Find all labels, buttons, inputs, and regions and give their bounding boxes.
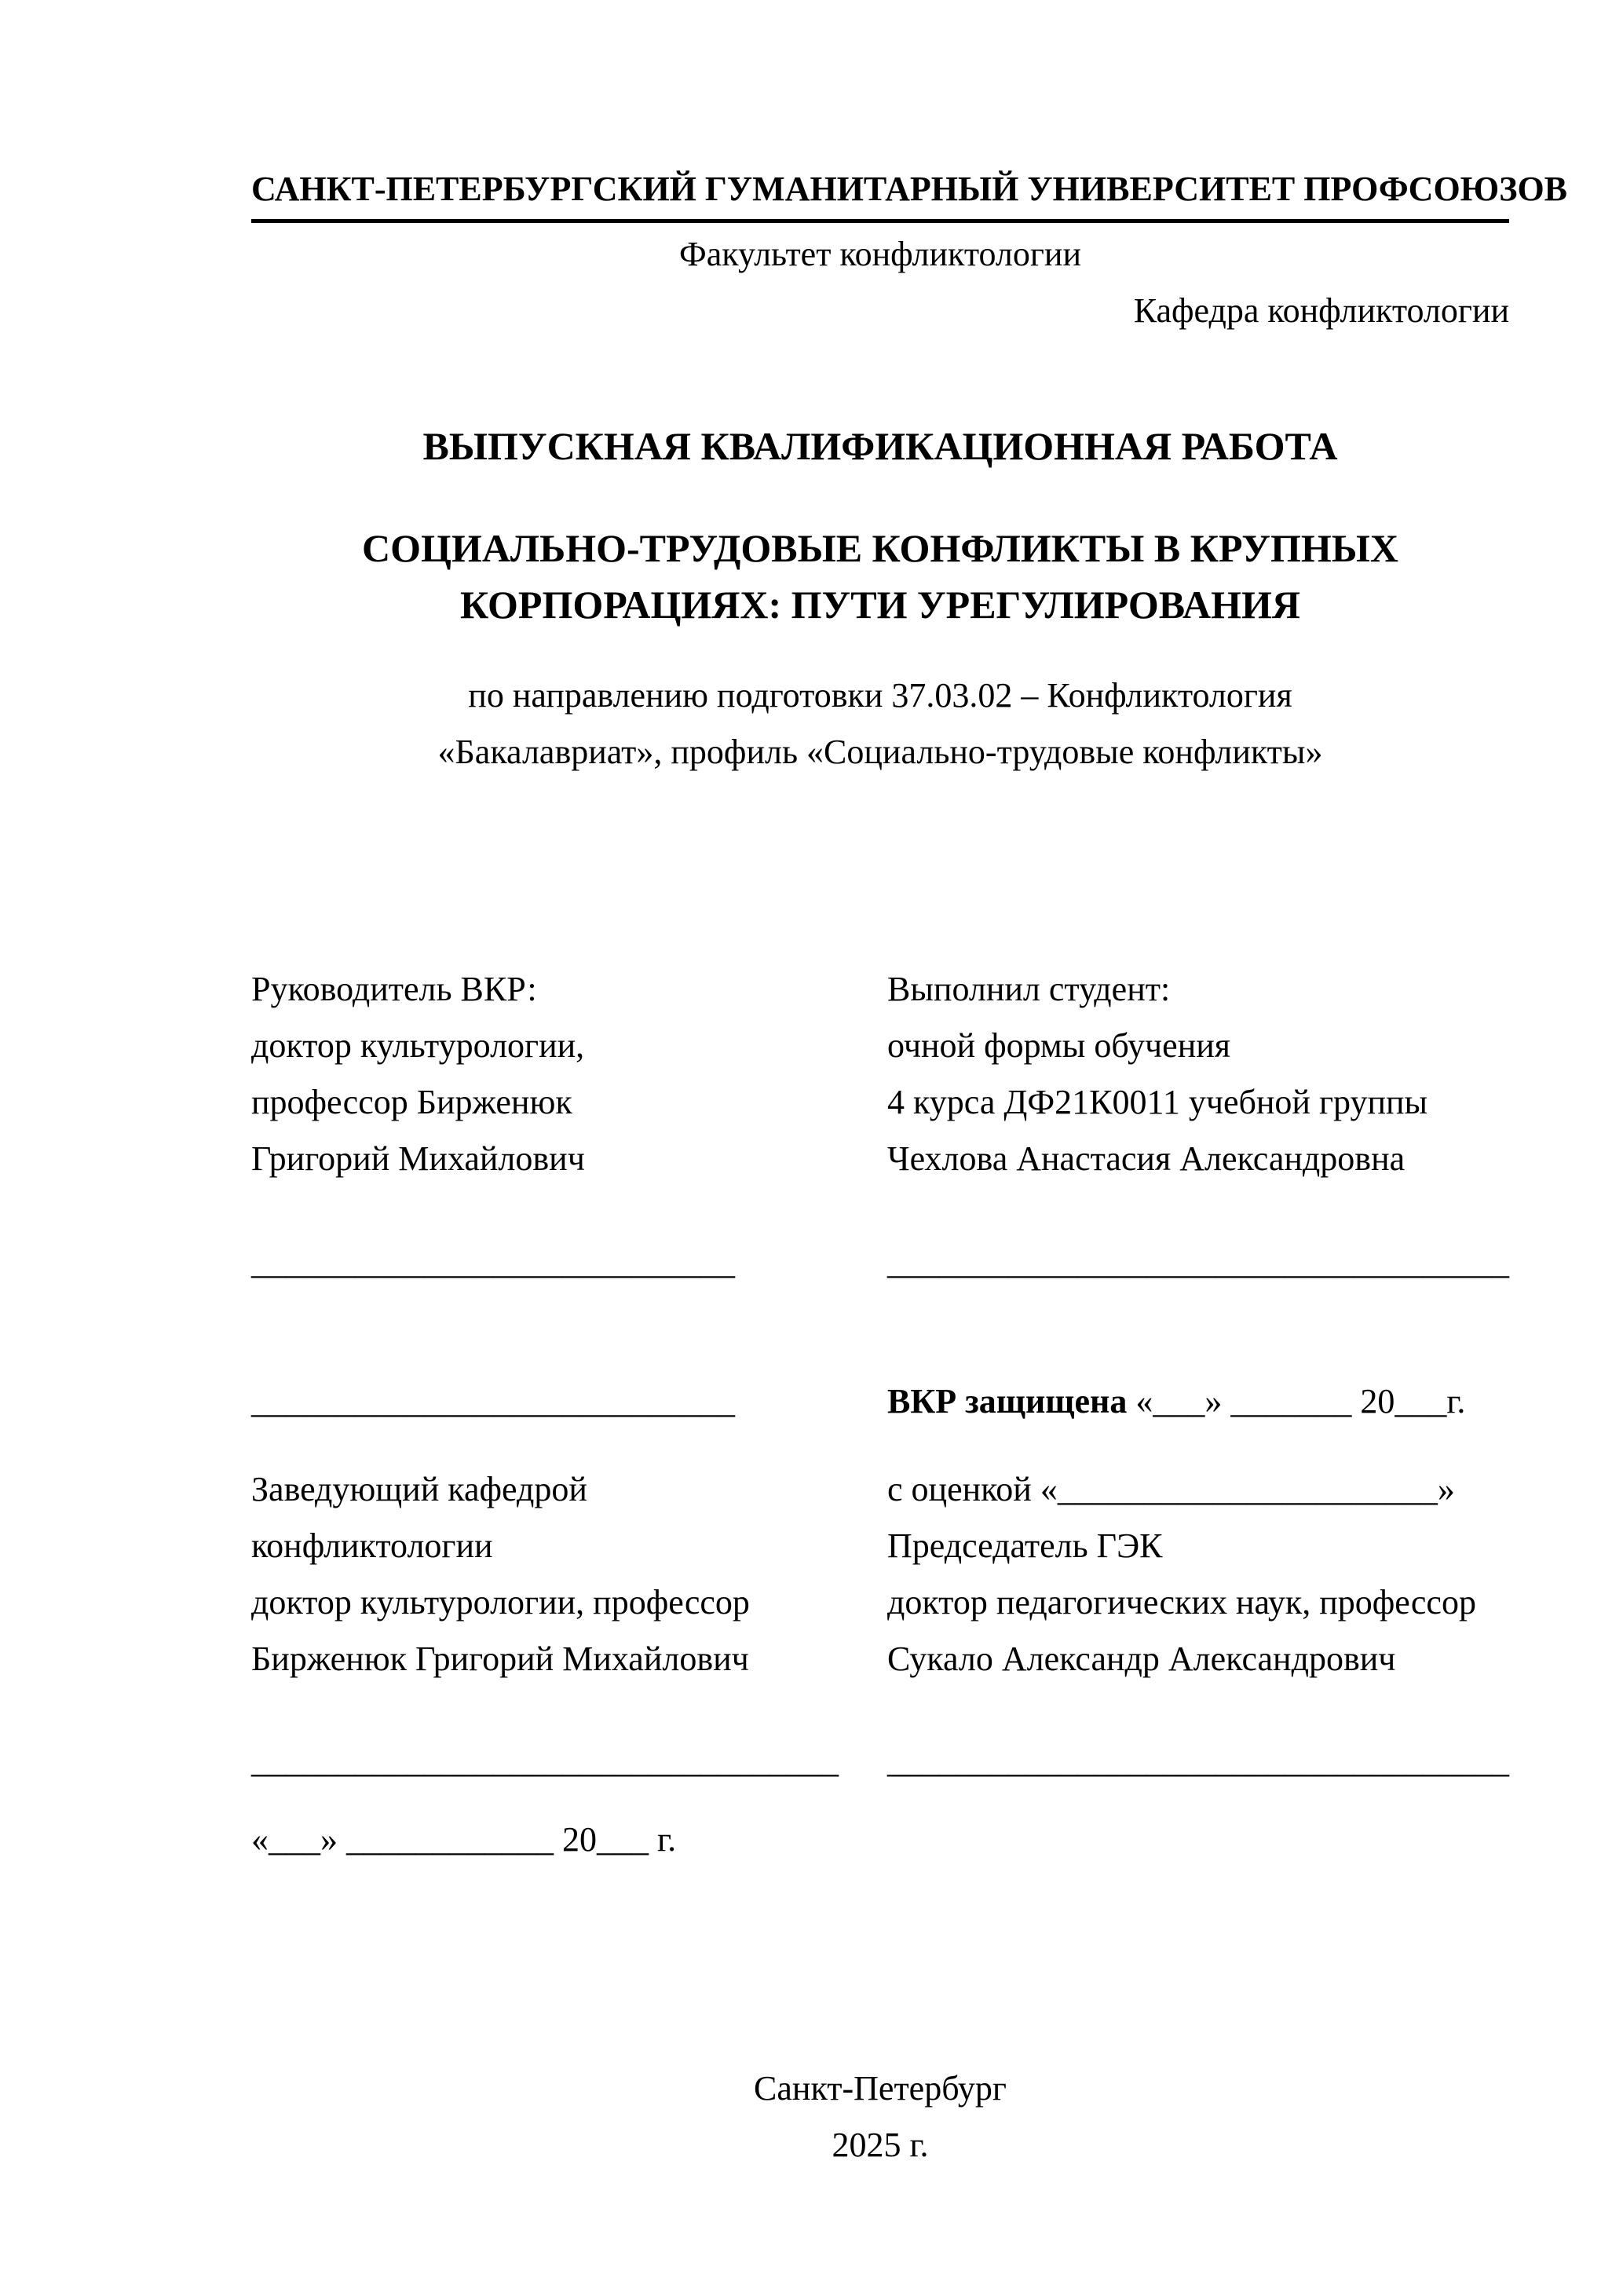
thesis-title: [251, 520, 1509, 633]
defense-statement-bold: ВКР защищена: [887, 1382, 1128, 1420]
head-signature-line-top: ____________________________: [251, 1382, 735, 1420]
chairman-label: Председатель ГЭК: [887, 1526, 1163, 1565]
chairman-signature-line: ____________________________________: [887, 1742, 1509, 1780]
student-group: 4 курса ДФ21К0011 учебной группы: [887, 1083, 1428, 1121]
signature-row-3: [251, 1733, 1509, 1790]
header-rule: [251, 219, 1509, 223]
head-date-line: «___» ____________ 20___ г.: [251, 1820, 677, 1859]
thesis-title-line1: СОЦИАЛЬНО-ТРУДОВЫЕ КОНФЛИКТЫ В КРУПНЫХ: [362, 526, 1398, 570]
department-name: Кафедра конфликтологии: [1133, 291, 1509, 330]
university-name: САНКТ-ПЕТЕРБУРГСКИЙ ГУМАНИТАРНЫЙ УНИВЕРСИТЕТ ПРОФСОЮЗОВ: [251, 170, 1568, 208]
supervisor-signature-line: ____________________________: [251, 1243, 735, 1281]
grade-line: с оценкой «______________________»: [887, 1470, 1455, 1508]
signatures-section: [251, 961, 1509, 1868]
supervisor-title: профессор Бирженюк: [251, 1083, 572, 1121]
supervisor-name: Григорий Михайлович: [251, 1139, 585, 1178]
program-info: [251, 667, 1509, 781]
work-type-heading: ВЫПУСКНАЯ КВАЛИФИКАЦИОННАЯ РАБОТА: [422, 424, 1338, 468]
chairman-name: Сукало Александр Александрович: [887, 1640, 1396, 1678]
student-label: Выполнил студент:: [887, 970, 1171, 1008]
head-label-line2: конфликтологии: [251, 1526, 493, 1565]
defense-statement-rest: «___» _______ 20___г.: [1127, 1382, 1466, 1420]
date-row: [251, 1812, 1509, 1868]
signature-row-2: [251, 1373, 1509, 1430]
supervisor-block: [251, 961, 887, 1187]
head-signature-line: __________________________________: [251, 1742, 839, 1780]
footer: [251, 2060, 1509, 2174]
chairman-block: [887, 1461, 1509, 1687]
head-degree: доктор культурологии, профессор: [251, 1583, 750, 1621]
supervisor-label: Руководитель ВКР:: [251, 970, 537, 1008]
footer-year: 2025 г.: [832, 2126, 929, 2164]
student-name: Чехлова Анастасия Александровна: [887, 1139, 1406, 1178]
supervisor-degree: доктор культурологии,: [251, 1026, 585, 1065]
footer-city: Санкт-Петербург: [754, 2069, 1007, 2108]
people-row: [251, 961, 1509, 1187]
head-label-line1: Заведующий кафедрой: [251, 1470, 587, 1508]
head-of-department-block: [251, 1461, 887, 1687]
program-direction: по направлению подготовки 37.03.02 – Конфликтология: [468, 676, 1292, 715]
defense-statement: [887, 1373, 1509, 1430]
student-signature-line: ____________________________________: [887, 1243, 1509, 1281]
signature-row-1: [251, 1234, 1509, 1291]
student-block: [887, 961, 1509, 1187]
page-content: [251, 161, 1568, 2174]
chairman-degree: доктор педагогических наук, профессор: [887, 1583, 1476, 1621]
program-profile: «Бакалавриат», профиль «Социально-трудовые конфликты»: [437, 733, 1323, 771]
thesis-title-line2: КОРПОРАЦИЯХ: ПУТИ УРЕГУЛИРОВАНИЯ: [460, 583, 1300, 627]
faculty-name: Факультет конфликтологии: [678, 235, 1081, 273]
people-row-2: [251, 1461, 1509, 1687]
student-form: очной формы обучения: [887, 1026, 1231, 1065]
head-name: Бирженюк Григорий Михайлович: [251, 1640, 749, 1678]
